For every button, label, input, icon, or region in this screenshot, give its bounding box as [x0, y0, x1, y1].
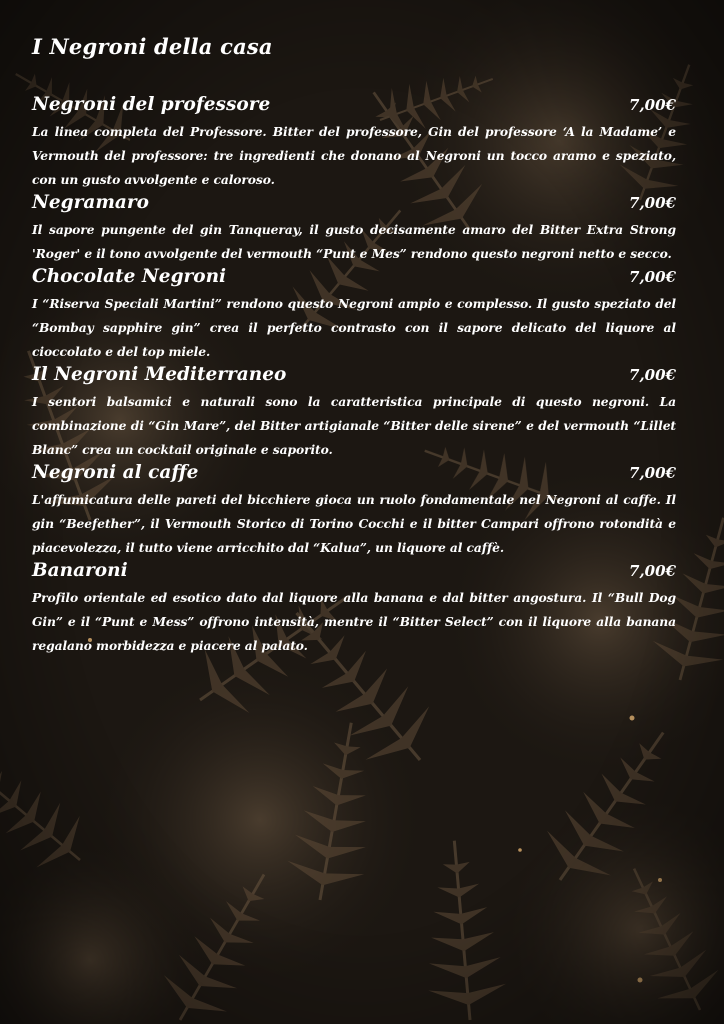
menu-item — [32, 94, 676, 192]
item-description: Profilo orientale ed esotico dato dal liquore alla banana e dal bitter angostura. Il “Bull Dog Gin” e il “Punt e Mess” offrono intensità, mentre il “Bitter Select” con il liquore alla banana regalano morbidezza e piacere al palato. — [32, 590, 676, 653]
menu-content — [32, 34, 676, 658]
menu-item-header — [32, 94, 676, 120]
menu-item — [32, 364, 676, 462]
item-description: L'affumicatura delle pareti del bicchiere gioca un ruolo fondamentale nel Negroni al caffe. Il gin “Beefether”, il Vermouth Storico di Torino Cocchi e il bitter Campari offrono rotondità e piacevolezza, il tutto viene arricchito dal “Kalua”, un liquore al caffè. — [32, 492, 676, 555]
menu-item — [32, 192, 676, 266]
menu-item-header — [32, 364, 676, 390]
item-description: La linea completa del Professore. Bitter del professore, Gin del professore ‘A la Madame’ e Vermouth del professore: tre ingredienti che donano al Negroni un tocco aramo e speziato, con un gusto avvolgente e caloroso. — [32, 124, 676, 187]
item-name: Negramaro — [32, 192, 149, 213]
item-price: 7,00€ — [629, 96, 676, 114]
menu-item-header — [32, 192, 676, 218]
item-name: Negroni al caffe — [32, 462, 199, 483]
menu-item — [32, 462, 676, 560]
menu-item-header — [32, 266, 676, 292]
item-description: I sentori balsamici e naturali sono la caratteristica principale di questo negroni. La combinazione di “Gin Mare”, del Bitter artigianale “Bitter delle sirene” e del vermouth “Lillet Blanc” crea un cocktail originale e saporito. — [32, 394, 676, 457]
menu-item — [32, 266, 676, 364]
item-description: Il sapore pungente del gin Tanqueray, il gusto decisamente amaro del Bitter Extra Strong 'Roger' e il tono avvolgente del vermouth “Punt e Mes” rendono questo negroni netto e secco. — [32, 222, 676, 261]
item-price: 7,00€ — [629, 194, 676, 212]
item-price: 7,00€ — [629, 464, 676, 482]
item-price: 7,00€ — [629, 562, 676, 580]
item-name: Il Negroni Mediterraneo — [32, 364, 287, 385]
item-price: 7,00€ — [629, 268, 676, 286]
item-name: Chocolate Negroni — [32, 266, 227, 287]
menu-item-header — [32, 462, 676, 488]
item-name: Negroni del professore — [32, 94, 271, 115]
menu-item — [32, 560, 676, 658]
item-price: 7,00€ — [629, 366, 676, 384]
menu-item-header — [32, 560, 676, 586]
section-title: I Negroni della casa — [32, 34, 273, 59]
item-description: I “Riserva Speciali Martini” rendono questo Negroni ampio e complesso. Il gusto speziato del “Bombay sapphire gin” crea il perfetto contrasto con il sapore delicato del liquore al cioccolato e del top miele. — [32, 296, 676, 359]
item-name: Banaroni — [32, 560, 128, 581]
